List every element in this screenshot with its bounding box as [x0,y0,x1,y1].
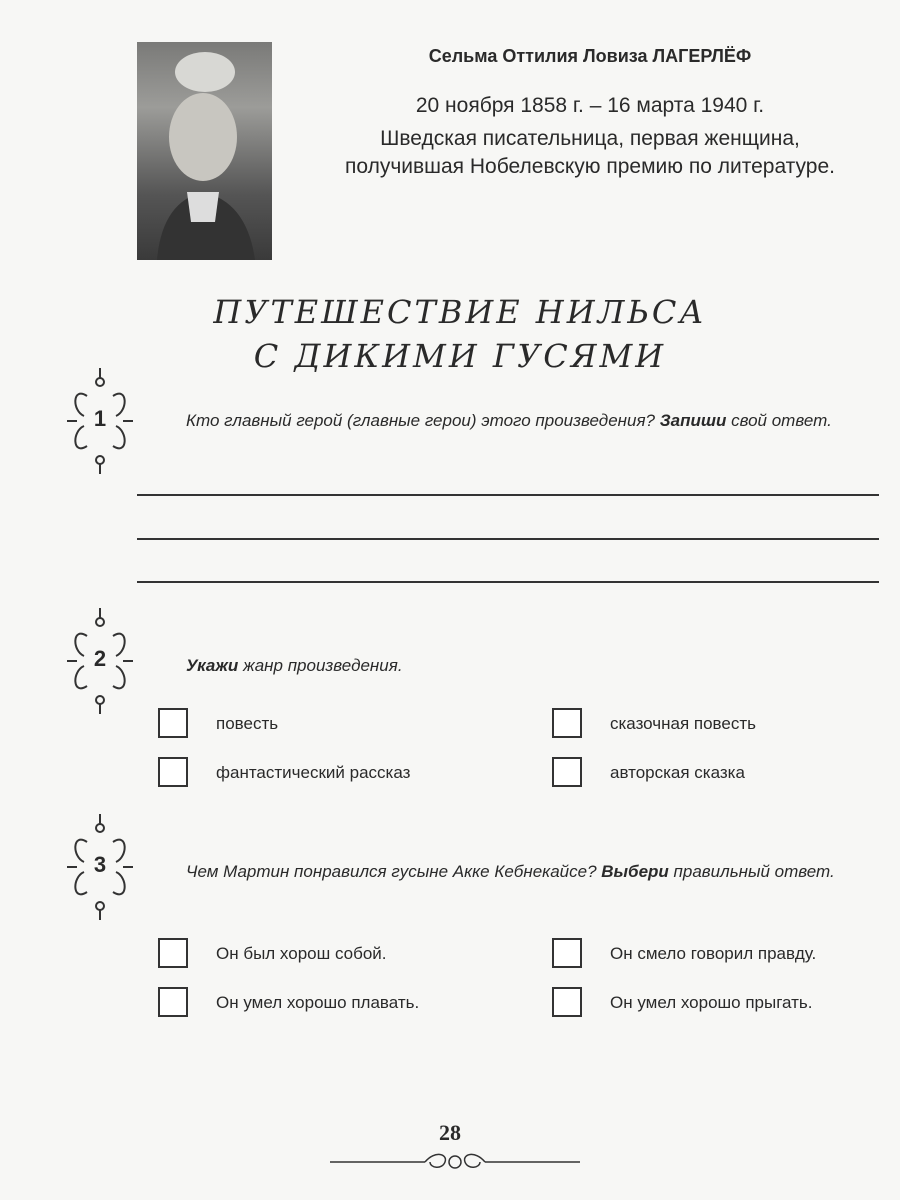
option-label: фантастический рассказ [216,763,411,782]
answer-line[interactable] [137,494,879,496]
title-line: ПУТЕШЕСТВИЕ НИЛЬСА [213,293,707,331]
answer-line[interactable] [137,581,879,583]
author-name: Сельма Оттилия Ловиза ЛАГЕРЛЁФ [428,46,752,66]
question-3-text: Чем Мартин понравился гусыне Акке Кебнекайсе? Выбери правильный ответ. [186,862,835,881]
option-label: повесть [216,714,279,733]
option-label: авторская сказка [610,763,745,782]
page-title [180,290,740,378]
checkbox-fantastic-story[interactable] [158,757,188,787]
description-line: получившая Нобелевскую премию по литературе. [344,155,835,178]
checkbox-swim[interactable] [158,987,188,1017]
option-label: Он умел хорошо плавать. [216,993,420,1012]
author-portrait [137,42,272,260]
question-number: 1 [93,406,107,431]
option-label: Он смело говорил правду. [610,944,817,963]
question-number-ornament [62,366,138,476]
option-label: Он был хорош собой. [216,944,387,963]
checkbox-fairy-povest[interactable] [552,708,582,738]
question-number-ornament [62,812,138,922]
answer-line[interactable] [137,538,879,540]
description-line: Шведская писательница, первая женщина, [380,127,800,150]
author-dates: 20 ноября 1858 г. – 16 марта 1940 г. [415,94,765,117]
checkbox-jump[interactable] [552,987,582,1017]
question-1-text: Кто главный герой (главные герои) этого произведения? Запиши свой ответ. [186,411,832,430]
author-description [290,125,890,181]
question-2-text: Укажи жанр произведения. [186,656,403,675]
question-number-ornament [62,606,138,716]
page-number: 28 [439,1120,461,1145]
question-number: 3 [93,852,107,877]
option-label: сказочная повесть [610,714,756,733]
option-label: Он умел хорошо прыгать. [610,993,813,1012]
checkbox-povest[interactable] [158,708,188,738]
title-line: С ДИКИМИ ГУСЯМИ [253,337,667,375]
footer-ornament [330,1148,580,1176]
question-number: 2 [93,646,107,671]
checkbox-author-tale[interactable] [552,757,582,787]
checkbox-handsome[interactable] [158,938,188,968]
checkbox-truth[interactable] [552,938,582,968]
